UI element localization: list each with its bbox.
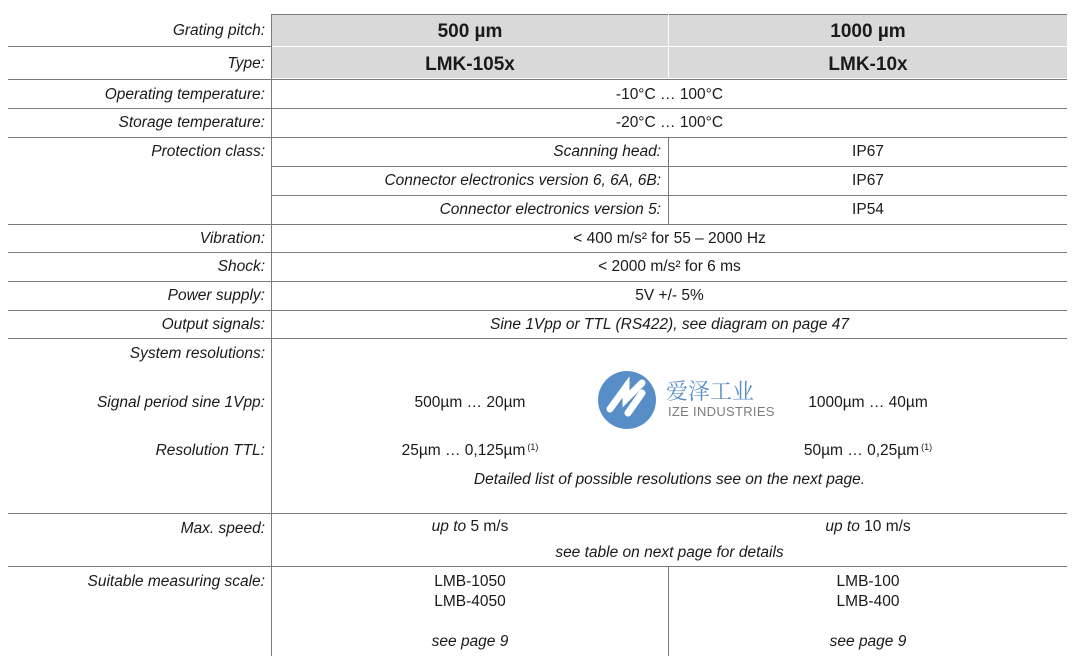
scale-500-see: see page 9 [431,633,509,650]
scale-1000-line1: LMB-100 [836,573,900,590]
ttl-label: Resolution TTL: [155,442,265,459]
rule-prot-1 [272,166,1067,167]
speed-500-value: 5 m/s [470,518,509,535]
protection-sublabel-head: Scanning head: [553,143,661,160]
watermark-emblem-icon [596,369,658,431]
type-label: Type: [227,55,265,72]
protection-label: Protection class: [151,143,265,160]
ttl-500-cell [272,442,668,460]
rule-after-speed [8,566,1067,567]
storage-temp-value: -20°C … 100°C [615,114,724,131]
rule-after-prot [8,224,1067,225]
vibration-label: Vibration: [199,230,265,247]
rule-after-res [8,513,1067,514]
speed-note: see table on next page for details [555,544,784,561]
speed-prefix: up to [431,518,467,535]
type-105x: LMK-105x [425,54,515,75]
speed-1000-cell [669,518,1067,536]
footnote-mark: (1) [527,442,539,452]
scale-500-line1: LMB-1050 [434,573,506,590]
power-value: 5V +/- 5% [635,287,704,304]
scale-1000-line2: LMB-400 [836,593,900,610]
rule-after-power [8,310,1067,311]
ttl-1000-value: 50µm … 0,25µm [803,442,920,459]
scale-500-line2: LMB-4050 [434,593,506,610]
operating-temp-value: -10°C … 100°C [615,86,724,103]
operating-temp-label: Operating temperature: [104,86,265,103]
watermark-chinese: 爱泽工业 [666,380,755,405]
footnote-mark: (1) [921,442,933,452]
protection-sublabel-v6: Connector electronics version 6, 6A, 6B: [384,172,661,189]
sine-label: Signal period sine 1Vpp: [96,394,265,411]
rule-after-type [8,79,1067,80]
grating-500: 500 µm [437,21,503,42]
speed-500-cell [272,518,668,536]
storage-temp-label: Storage temperature: [118,114,265,131]
rule-after-output [8,338,1067,339]
watermark-english: IZE INDUSTRIES [668,404,775,419]
output-value: Sine 1Vpp or TTL (RS422), see diagram on page 47 [489,316,849,333]
sine-1000-value: 1000µm … 40µm [808,394,928,411]
shock-label: Shock: [217,258,265,275]
speed-prefix: up to [825,518,860,535]
protection-sublabel-v5: Connector electronics version 5: [439,201,661,218]
rule-after-sttemp [8,137,1067,138]
rule-after-shock [8,281,1067,282]
rule-after-pitch-left [8,46,272,47]
rule-prot-2 [272,195,1067,196]
rule-after-vib [8,252,1067,253]
ttl-1000-cell [669,442,1067,460]
scale-label: Suitable measuring scale: [87,573,265,590]
rule-after-optemp [8,108,1067,109]
vibration-value: < 400 m/s² for 55 – 2000 Hz [573,230,766,247]
type-10x: LMK-10x [828,54,908,75]
output-label: Output signals: [161,316,265,333]
ttl-500-value: 25µm … 0,125µm [401,442,526,459]
scale-1000-see: see page 9 [829,633,907,650]
speed-label: Max. speed: [180,520,265,537]
shock-value: < 2000 m/s² for 6 ms [598,258,741,275]
rule-top [272,14,1067,15]
resolutions-note: Detailed list of possible resolutions see on the next page. [473,471,866,488]
speed-1000-value: 10 m/s [864,518,911,535]
protection-value-v6: IP67 [852,172,884,189]
protection-value-head: IP67 [852,143,884,160]
grating-1000: 1000 µm [830,21,906,42]
sine-500-value: 500µm … 20µm [414,394,526,411]
watermark-logo [596,367,776,437]
power-label: Power supply: [167,287,265,304]
grating-pitch-label: Grating pitch: [172,22,265,39]
protection-value-v5: IP54 [852,201,884,218]
resolutions-label: System resolutions: [129,345,265,362]
